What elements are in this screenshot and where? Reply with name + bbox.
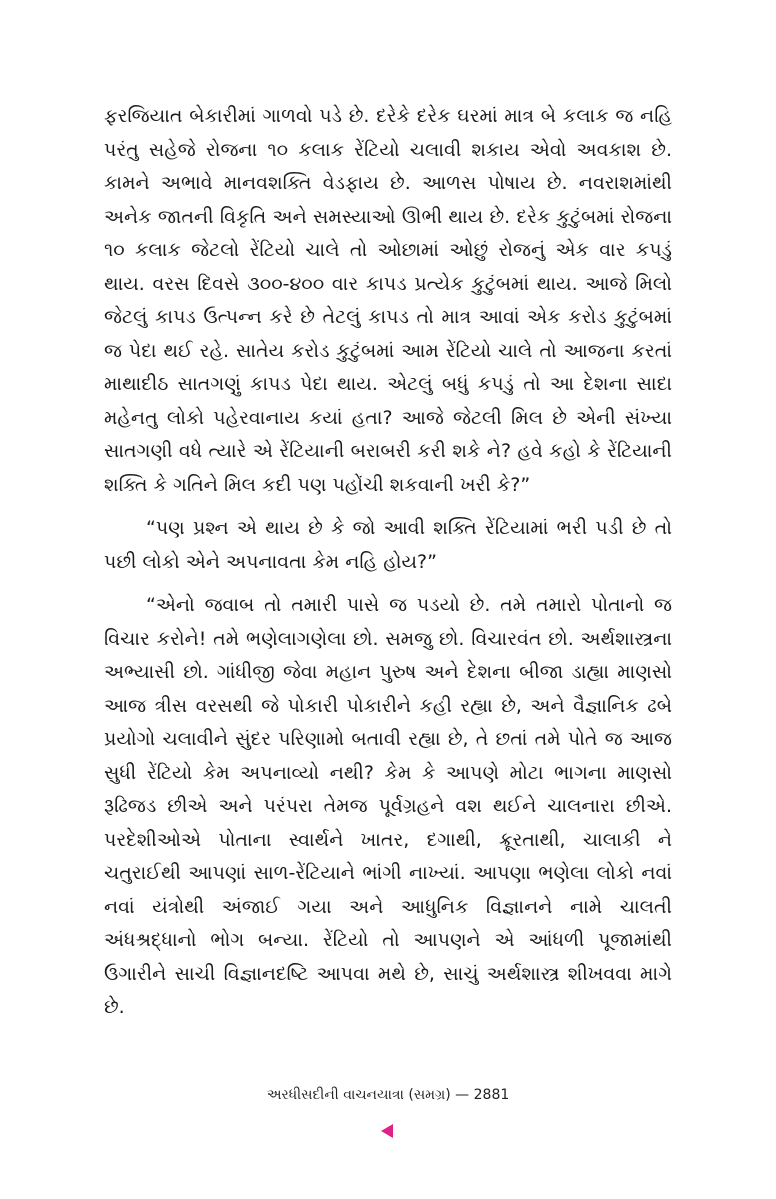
body-text xyxy=(104,100,672,1025)
page-footer: અરધીસદીની વાચનયાત્રા (સમગ્ર) — 2881 xyxy=(266,1087,510,1103)
previous-page-arrow-icon[interactable] xyxy=(381,1124,393,1138)
paragraph-3: “એનો જવાબ તો તમારી પાસે જ પડયો છે. તમે તમારો પોતાનો જ વિચાર કરોને! તમે ભણેલાગણેલા છો. સમજુ છો. વિચારવંત છો. અર્થશાસ્ત્રના અભ્યાસી છો. ગાંધીજી જેવા મહાન પુરુષ અને દેશના બીજા ડાહ્યા માણસો આજ ત્રીસ વરસથી જે પોકારી પોકારીને કહી રહ્યા છે, અને વૈજ્ઞાનિક ઢબે પ્રયોગો ચલાવીને સુંદર પરિણામો બતાવી રહ્યા છે, તે છતાં તમે પોતે જ આજ સુધી રેંટિયો કેમ અપનાવ્યો નથી? કેમ કે આપણે મોટા ભાગના માણસો રૂઢિજડ છીએ અને પરંપરા તેમજ પૂર્વગ્રહને વશ થઈને ચાલનારા છીએ. પરદેશીઓએ પોતાના સ્વાર્થને ખાતર, દગાથી, ક્રૂરતાથી, ચાલાકી ને ચતુરાઈથી આપણાં સાળ-રેંટિયાને ભાંગી નાખ્યાં. આપણા ભણેલા લોકો નવાં નવાં યંત્રોથી અંજાઈ ગયા અને આધુનિક વિજ્ઞાનને નામે ચાલતી અંધશ્રદ્ધાનો ભોગ બન્યા. રેંટિયો તો આપણને એ આંધળી પૂજામાંથી ઉગારીને સાચી વિજ્ઞાનદષ્ટિ આપવા મથે છે, સાચું અર્થશાસ્ત્ર શીખવવા માગે છે. xyxy=(104,594,672,1018)
paragraph-2: “પણ પ્રશ્ન એ થાય છે કે જો આવી શક્તિ રેંટિયામાં ભરી પડી છે તો પછી લોકો એને અપનાવતા કેમ નહિ હોય?” xyxy=(104,517,672,573)
paragraph-1: ફરજિયાત બેકારીમાં ગાળવો પડે છે. દરેકે દરેક ઘરમાં માત્ર બે કલાક જ નહિ પરંતુ સહેજે રોજના ૧૦ કલાક રેંટિયો ચલાવી શકાય એવો અવકાશ છે. કામને અભાવે માનવશક્તિ વેડફાય છે. આળસ પોષાય છે. નવરાશમાંથી અનેક જાતની વિકૃતિ અને સમસ્યાઓ ઊભી થાય છે. દરેક કુટુંબમાં રોજના ૧૦ કલાક જેટલો રેંટિયો ચાલે તો ઓછામાં ઓછું રોજનું એક વાર કપડું થાય. વરસ દિવસે ૩૦૦-૪૦૦ વાર કાપડ પ્રત્યેક કુટુંબમાં થાય. આજે મિલો જેટલું કાપડ ઉત્પન્ન કરે છે તેટલું કાપડ તો માત્ર આવાં એક કરોડ કુટુંબમાં જ પેદા થઈ રહે. સાતેય કરોડ કુટુંબમાં આમ રેંટિયો ચાલે તો આજના કરતાં માથાદીઠ સાતગણું કાપડ પેદા થાય. એટલું બધું કપડું તો આ દેશના સાદા મહેનતુ લોકો પહેરવાનાય કયાં હતા? આજે જેટલી મિલ છે એની સંખ્યા સાતગણી વધે ત્યારે એ રેંટિયાની બરાબરી કરી શકે ને? હવે કહો કે રેંટિયાની શક્તિ કે ગતિને મિલ કદી પણ પહોંચી શકવાની ખરી કે?” xyxy=(104,105,672,496)
